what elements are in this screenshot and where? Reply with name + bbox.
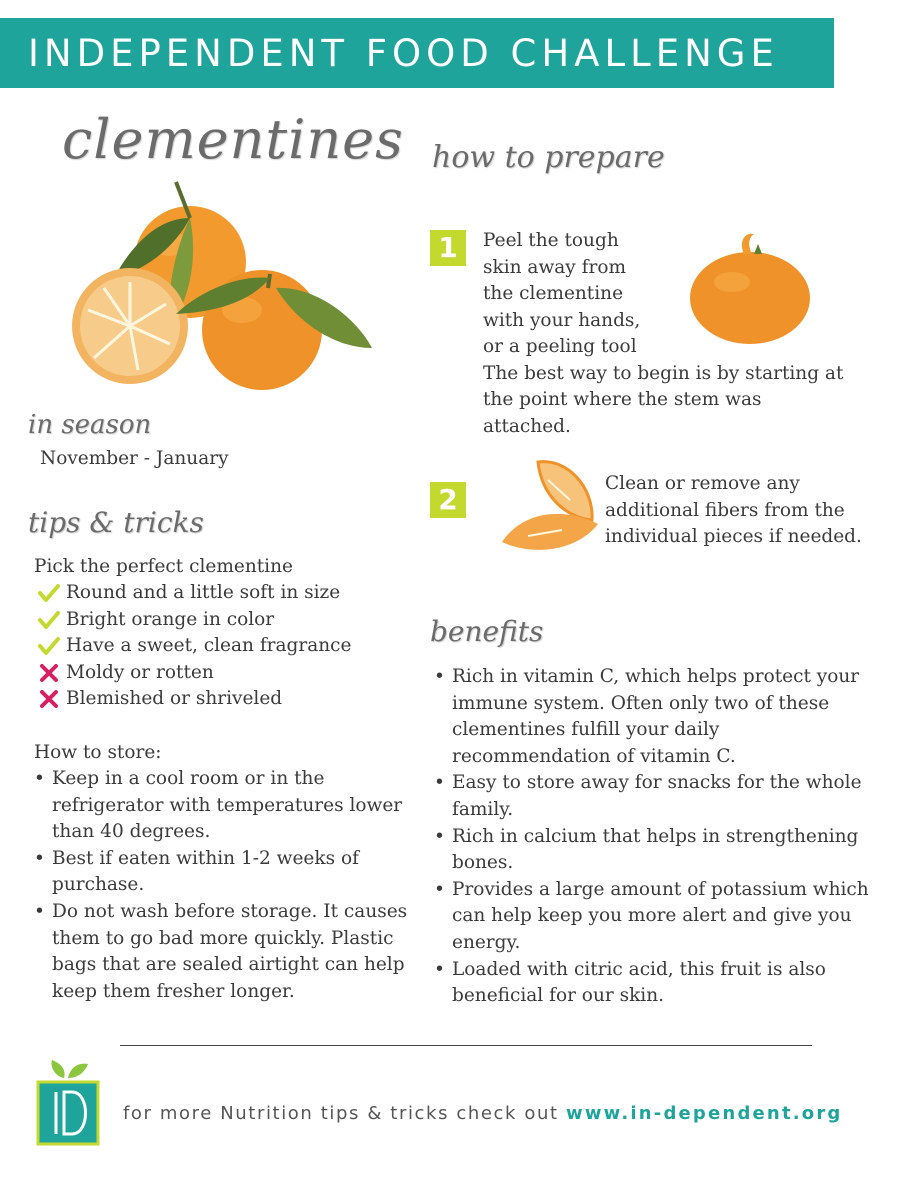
step-1-line: with your hands, bbox=[483, 309, 641, 331]
clementine-segments-icon bbox=[498, 458, 600, 554]
list-item: • Easy to store away for snacks for the whole family. bbox=[434, 770, 874, 823]
checklist-text: Round and a little soft in size bbox=[66, 582, 341, 603]
store-title: How to store: bbox=[34, 742, 162, 763]
list-item bbox=[38, 686, 352, 713]
peeled-clementine-icon bbox=[688, 230, 812, 346]
list-item: • Keep in a cool room or in the refrigerator with temperatures lower than 40 degrees. bbox=[34, 766, 414, 846]
checklist-text: Blemished or shriveled bbox=[66, 688, 283, 709]
list-item: • Best if eaten within 1-2 weeks of purchase. bbox=[34, 846, 414, 899]
clementines-illustration-icon bbox=[66, 178, 378, 390]
website-link[interactable]: www.in-dependent.org bbox=[566, 1103, 843, 1124]
pick-checklist bbox=[38, 580, 352, 713]
pick-title: Pick the perfect clementine bbox=[34, 556, 293, 577]
checklist-text: Have a sweet, clean fragrance bbox=[66, 635, 352, 656]
check-icon bbox=[38, 610, 60, 630]
cross-icon bbox=[38, 663, 60, 683]
list-item bbox=[38, 607, 352, 634]
step-1-line: skin away from bbox=[483, 256, 627, 278]
step-1-line: or a peeling tool bbox=[483, 336, 637, 357]
step-1-line: the clementine bbox=[483, 283, 624, 304]
benefits-list bbox=[434, 664, 874, 1010]
benefits-heading: benefits bbox=[430, 615, 544, 648]
list-item bbox=[38, 660, 352, 687]
checklist-text: Bright orange in color bbox=[66, 608, 275, 630]
cross-icon bbox=[38, 689, 60, 709]
footer-message: for more Nutrition tips & tricks check out bbox=[123, 1103, 559, 1124]
list-item: • Rich in calcium that helps in strengthening bones. bbox=[434, 824, 874, 877]
tips-heading: tips & tricks bbox=[28, 506, 204, 539]
step-1-badge: 1 bbox=[430, 230, 466, 266]
list-item bbox=[38, 633, 352, 660]
page-title: INDEPENDENT FOOD CHALLENGE bbox=[28, 32, 779, 75]
list-item bbox=[38, 580, 352, 607]
step-1-line: Peel the tough bbox=[483, 230, 619, 251]
footer-divider bbox=[120, 1045, 812, 1046]
store-list bbox=[34, 766, 414, 1005]
list-item: • Do not wash before storage. It causes them to go bad more quickly. Plastic bags that are sealed airtight can help keep them fresher longer. bbox=[34, 899, 414, 1005]
food-title: clementines bbox=[62, 108, 404, 171]
season-heading: in season bbox=[28, 410, 152, 440]
footer-text bbox=[123, 1103, 843, 1124]
step-2-badge: 2 bbox=[430, 482, 466, 518]
list-item: • Loaded with citric acid, this fruit is also beneficial for our skin. bbox=[434, 957, 874, 1010]
check-icon bbox=[38, 636, 60, 656]
check-icon bbox=[38, 583, 60, 603]
list-item: • Rich in vitamin C, which helps protect your immune system. Often only two of these clementines fulfill your daily recommendation of vitamin C. bbox=[434, 664, 874, 770]
prepare-heading: how to prepare bbox=[432, 140, 665, 175]
season-text: November - January bbox=[40, 448, 229, 469]
independent-logo-icon bbox=[36, 1058, 100, 1148]
header-banner bbox=[0, 18, 834, 88]
step-1-continuation: The best way to begin is by starting at the point where the stem was attached. bbox=[483, 362, 844, 437]
step-2-text: Clean or remove any additional fibers from the individual pieces if needed. bbox=[605, 473, 862, 547]
list-item: • Provides a large amount of potassium which can help keep you more alert and give you energy. bbox=[434, 877, 874, 957]
checklist-text: Moldy or rotten bbox=[66, 661, 214, 683]
